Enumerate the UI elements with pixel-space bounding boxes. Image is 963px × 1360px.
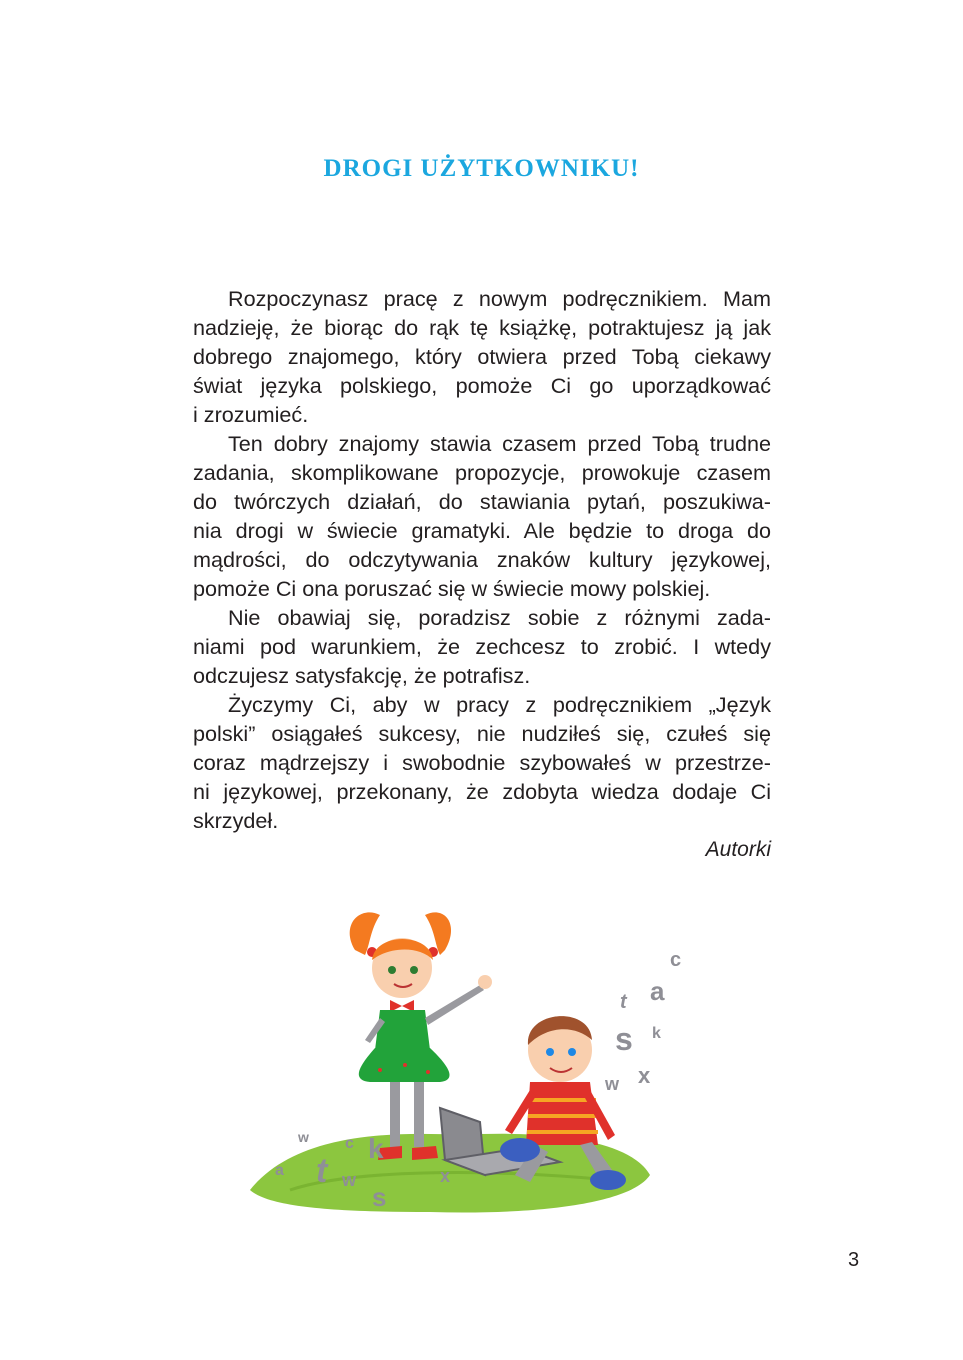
text-line: dobrego znajomego, który otwiera przed Tobą ciekawy — [193, 344, 771, 369]
page-number: 3 — [848, 1249, 860, 1271]
letter-t: t — [316, 1152, 328, 1190]
letter-a: a — [275, 1162, 284, 1179]
letter-x: x — [440, 1166, 451, 1186]
text-line: mądrości, do odczytywania znaków kultury językowej, — [193, 547, 771, 572]
letter-w: w — [605, 1074, 620, 1094]
signature: Autorki — [705, 838, 771, 861]
paragraph-3 — [193, 603, 771, 690]
text-line: coraz mądrzejszy i swobodnie szybowałeś w przestrze- — [193, 750, 771, 775]
text-line: niami pod warunkiem, że zechcesz to zrobić. I wtedy — [193, 634, 771, 659]
children-illustration — [230, 890, 730, 1220]
text-line: zadania, skomplikowane propozycje, prowokuje czasem — [193, 460, 771, 485]
page-title: DROGI UŻYTKOWNIKU! — [323, 155, 640, 182]
letter-c: c — [345, 1135, 354, 1152]
text-line: polski” osiągałeś sukcesy, nie nudziłeś się, czułeś się — [193, 721, 771, 746]
text-line: Życzymy Ci, aby w pracy z podręcznikiem „Język — [228, 692, 771, 717]
letter-k: k — [368, 1133, 384, 1164]
letter-c: c — [670, 949, 682, 971]
letter-s: s — [372, 1182, 387, 1212]
text-line: Nie obawiaj się, poradzisz sobie z różnymi zada- — [228, 605, 771, 630]
paragraph-1 — [193, 284, 771, 429]
text-line: świat języka polskiego, pomoże Ci go uporządkować — [193, 373, 771, 398]
letter-k: k — [652, 1025, 661, 1042]
text-line: odczujesz satysfakcję, że potrafisz. — [193, 663, 531, 688]
text-line: do twórczych działań, do stawiania pytań, poszukiwa- — [193, 489, 771, 514]
text-line: ni językowej, przekonany, że zdobyta wiedza dodaje Ci — [193, 779, 771, 804]
letter-body — [193, 284, 771, 835]
paragraph-2 — [193, 429, 771, 603]
text-line: nadzieję, że biorąc do rąk tę książkę, potraktujesz ją jak — [193, 315, 771, 340]
letter-x: x — [638, 1063, 651, 1088]
text-line: Rozpoczynasz pracę z nowym podręcznikiem. Mam — [228, 286, 771, 311]
text-line: i zrozumieć. — [193, 402, 309, 427]
letter-a: a — [650, 976, 665, 1006]
text-line: skrzydeł. — [193, 808, 279, 833]
text-line: pomoże Ci ona poruszać się w świecie mowy polskiej. — [193, 576, 711, 601]
text-line: Ten dobry znajomy stawia czasem przed Tobą trudne — [228, 431, 771, 456]
letter-w: w — [298, 1129, 309, 1145]
letter-w: w — [342, 1170, 357, 1190]
paragraph-4 — [193, 690, 771, 835]
letter-t: t — [620, 991, 627, 1013]
letter-s: s — [615, 1021, 633, 1057]
text-line: nia drogi w świecie gramatyki. Ale będzie to droga do — [193, 518, 771, 543]
